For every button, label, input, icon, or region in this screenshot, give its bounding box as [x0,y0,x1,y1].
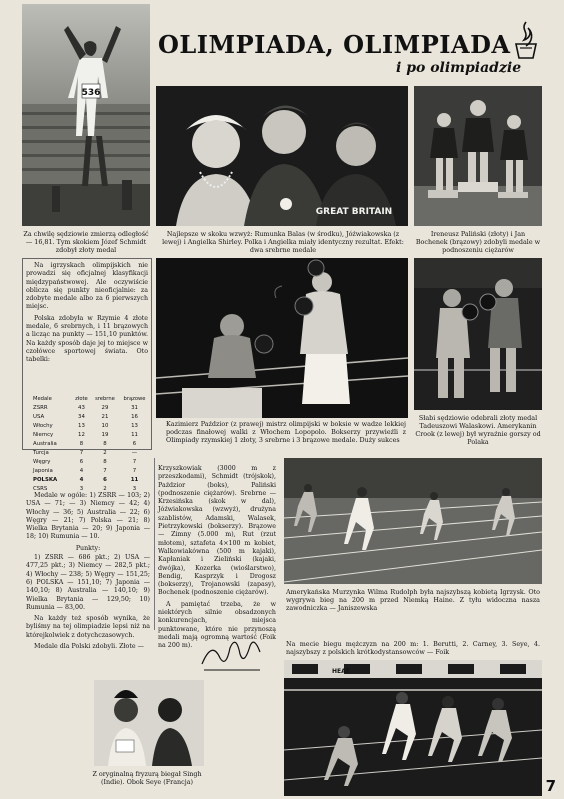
article-paragraph: Krzyszkowiak (3000 m z przeszkodami), Schmidt (trójskok), Paździor (boks), Paliński (podnoszenie ciężarów). Srebrne — Krzesińska (skok w dal), Jóźwiakowska (wzwyż), drużyna szablistów, Adamski, Walasek, Pietrzykowski (bokserzy). Brązowe — Zimny (5.000 m), Rut (rzut młotem), sztafeta 4×100 m kobiet, Walkowiakówna (500 m kajaki), Kapłaniak i Zieliński (kajaki, dwójka), Kozerka (wioślarstwo), Bendig, Kasprzyk i Drogosz (bokserzy), Trojanowski (zapasy), Bochenek (podnoszenie ciężarów). [158,465,276,597]
medal-cell: 8 [103,458,107,465]
table-row [32,421,150,430]
medal-cell: 4 [79,467,84,474]
medal-header-cell: złote [75,395,88,402]
medal-cell: 7 [132,458,137,465]
medal-cell: 6 [103,476,107,483]
table-row [32,439,150,448]
medal-cell: 31 [131,404,138,411]
decorative-scribble-icon [198,634,264,674]
medal-header-cell: srebrne [95,395,115,402]
medal-cell: 12 [78,431,85,438]
medal-cell: Australia [33,440,57,447]
table-row [32,466,150,475]
medal-cell: 4 [79,476,84,483]
article-paragraph: Medale dla Polski zdobyli. Złote — [34,643,144,651]
medal-cell: 16 [131,413,138,420]
olympic-flame-logo-icon [510,18,542,62]
medal-cell: Węgry [33,458,51,465]
article-column-1b [26,492,150,654]
caption-rudolph: Amerykańska Murzynka Wilma Rudolph była najszybszą kobietą Igrzysk. Oto wygrywa bieg na 200 m przed Niemką Haine. Z tyłu widoczna nasza zawodniczka — Janiszewska [286,588,540,613]
medal-cell: 6 [132,440,137,447]
medal-cell: USA [33,413,45,420]
page-title: OLIMPIADA, OLIMPIADA [158,30,511,59]
medal-cell: Niemcy [33,431,54,438]
medal-cell: 6 [79,458,84,465]
photo-boxing-pazdzior [156,258,408,418]
page-subtitle: i po olimpiadzie [396,60,522,76]
medal-cell: 3 [79,485,84,492]
table-row [32,448,150,457]
article-paragraph: Na igrzyskach olimpijskich nie prowadzi się oficjalnej klasyfikacji międzypaństwowej. Ale oczywiście oblicza się punkty nieoficjalnie: za zdobyte medale albo za 6 pierwszych miejsc. [26,262,148,311]
medal-cell: 7 [103,467,107,474]
bib-number: 536 [81,88,101,98]
medal-cell: 8 [103,440,107,447]
table-row [32,430,150,439]
caption-walasek: Słabi sędziowie odebrali złoty medal Tadeuszowi Walaskowi. Amerykanin Crook (z lewej) był wyraźnie gorszy od Polaka [415,414,541,447]
medal-cell: ZSRR [33,404,48,411]
medal-cell: 21 [101,413,109,420]
article-paragraph: Na każdy też sposób wynika, że byliśmy na tej olimpiadzie lepsi niż na którejkolwiek z dotychczasowych. [26,615,150,639]
caption-singh: Z oryginalną fryzurą biegał Singh (Indie). Obok Seye (Francja) [92,770,202,787]
table-row [32,475,150,484]
caption-high-jump: Najlepsze w skoku wzwyż: Rumunka Balas (w środku), Jóźwiakowska (z lewej) i Angielka Shirley. Polka i Angielka miały identyczny rezultat. Efekt: dwa srebrne medale [162,230,404,255]
column-divider [154,458,155,630]
medal-table-header [32,394,150,403]
article-paragraph: Polska zdobyła w Rzymie 4 złote medale, 6 srebrnych, i 11 brązowych a licząc na punkty — 151,10 punktów. Na każdy sposób daje jej to miejsce w czołówce sportowej świata. Oto tabelki: [26,314,148,364]
table-row [32,403,150,412]
medal-cell: 13 [78,422,85,429]
medal-cell: 8 [79,440,84,447]
shirt-lettering: GREAT BRITAIN [315,207,393,217]
caption-weightlifters: Ireneusz Paliński (złoty) i Jan Bochenek (brązowy) zdobyli medale w podnoszeniu ciężarów [415,230,541,255]
photo-high-jump-women [156,86,408,226]
medal-cell: 34 [78,413,85,420]
article-column-2 [158,465,276,654]
caption-pazdzior: Kazimierz Paździor (z prawej) mistrz olimpijski w boksie w wadze lekkiej podczas finałowej walki z Włochem Lopopolo. Bokserzy przywieźli z Olimpiady rzymskiej 1 złoty, 3 srebrne i 3 brązowe medale. Duży sukces [166,420,406,445]
medal-cell: 13 [131,422,138,429]
photo-singh-seye [94,680,204,766]
caption-sprint: Na mecie biegu mężczyzn na 200 m: 1. Berutti, 2. Carney, 3. Seye, 4. najszybszy z polskich krótkodystansowców — Foik [286,640,540,657]
article-paragraph: A pamiętać trzeba, że w niektórych silnie obsadzonych konkurencjach, miejsca punktowane, które nie przynoszą medali mają ogromną wartość (Foik na 200 m). [158,600,276,650]
photo-weightlifters [414,86,542,226]
medal-cell: 29 [101,404,109,411]
caption-schmidt: Za chwilę sędziowie zmierzą odległość — 16,81. Tym skokiem Józef Schmidt zdobył złoty medal [23,230,149,255]
article-paragraph: 1) ZSRR — 686 pkt.; 2) USA — 477,25 pkt.; 3) Niemcy — 282,5 pkt.; 4) Włochy — 238; 5) Węgry — 151,25; 6) POLSKA — 151,10; 7) Japonia — 140,10; 8) Australia — 140,10; 9) Wielka Brytania — 129,50; 10) Rumunia — 83,00. [26,554,150,611]
article-paragraph: Punkty: [75,544,101,552]
medal-cell: 19 [101,431,109,438]
medal-cell: Japonia [33,467,53,474]
medal-cell: POLSKA [33,476,58,483]
medal-cell: Włochy [33,422,53,429]
medal-cell: 7 [132,467,137,474]
medal-cell: Turcja [33,449,49,456]
medal-cell: — [131,449,138,456]
medal-cell: 7 [79,449,84,456]
medal-cell: 11 [130,476,139,483]
photo-rudolph-race [284,458,542,584]
photo-sprint-finish [284,660,542,796]
medal-header-cell: Medale [33,395,52,402]
medal-cell: 11 [131,431,138,438]
medal-cell: 2 [103,485,107,492]
medal-header-cell: brązowe [123,395,146,402]
table-row [32,412,150,421]
page-number: 7 [545,777,556,795]
heat-sign: HEAT [332,668,350,675]
article-column-1 [26,262,148,368]
medal-cell: 3 [132,485,137,492]
medal-table [32,394,150,493]
medal-cell: CSRS [33,485,48,492]
medal-cell: 43 [78,404,85,411]
medal-cell: 2 [103,449,107,456]
photo-schmidt-jump [22,4,150,226]
article-paragraph: Medale w ogóle: 1) ZSRR — 103; 2) USA — 71; — 3) Niemcy — 42; 4) Włochy — 36; 5) Australia — 22; 6) Węgry — 21; 7) Polska — 21; 8) Wielka Brytania — 20; 9) Japonia — 18; 10) Rumunia — 10. [26,492,150,541]
table-row [32,457,150,466]
photo-boxing-walasek [414,258,542,410]
medal-cell: 10 [101,422,109,429]
